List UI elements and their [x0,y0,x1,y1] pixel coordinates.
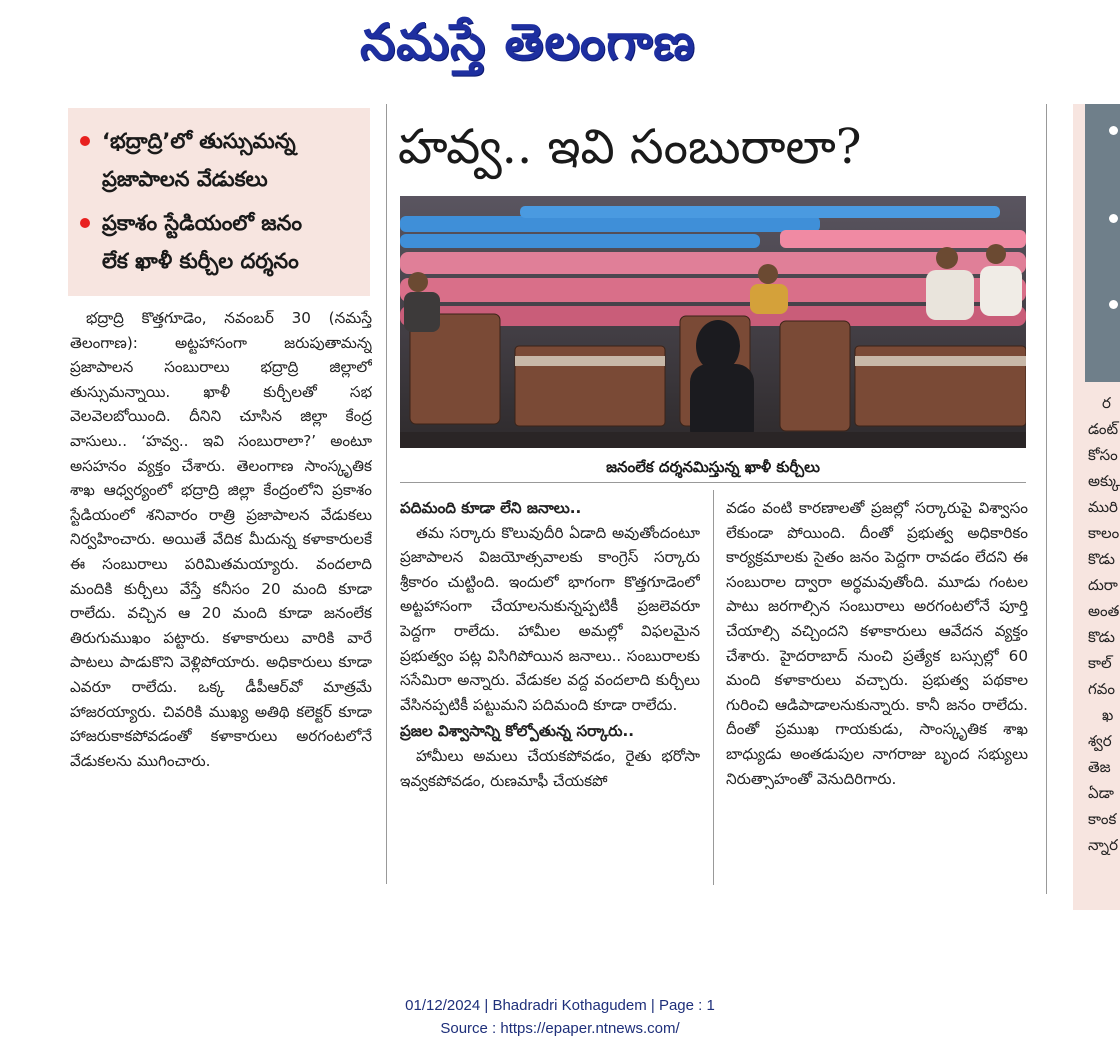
stadium-chairs-image [400,196,1026,448]
text-fragment: కాల్ [1088,654,1112,672]
text-fragment: దురా [1088,576,1118,594]
text-fragment: కొడు [1088,550,1115,568]
subheading: ప్రజల విశ్వాసాన్ని కోల్పోతున్న సర్కారు.. [400,722,635,741]
text-fragment: డంట్ [1088,420,1119,438]
text-fragment: ఏడా [1088,784,1114,802]
highlight-line: ‘భద్రాద్రి’లో తుస్సుమన్న [102,129,296,153]
article-column-1 [70,306,372,886]
article-body: భద్రాద్రి కొత్తగూడెం, నవంబర్ 30 (నమస్తే తెలంగాణ): అట్టహాసంగా జరుపుతామన్న ప్రజాపాలన సంబురాలు భద్రాద్రి జిల్లాలో తుస్సుమన్నాయి. ఖాళీ కుర్చీలతో సభ వెలవెలబోయింది. దీనిని చూసిన జిల్లా కేంద్ర వాసులు.. ‘హవ్వ.. ఇవి సంబురాలా?’ అంటూ అసహనం వ్యక్తం చేశారు. తెలంగాణ సాంస్కృతిక శాఖ ఆధ్వర్యంలో భద్రాద్రి జిల్లా కేంద్రంలోని ప్రకాశం స్టేడియంలో శనివారం రాత్రి ప్రజాపాలన వేడుకలు నిర్వహించారు. అయితే వేదిక మీదున్న కళాకారులకే ఈ సంబురాలు పరిమితమయ్యారు. వందలాది మందికి కుర్చీలు వేస్తే కనీసం 20 మంది కూడా రాలేదు. వచ్చిన ఆ 20 మంది కూడా జనంలేక తిరుగుముఖం పట్టారు. కళాకారులు వారికి వారే పాటలు పాడుకొని వెళ్లిపోయారు. అధికారులు కూడా ఎవరూ రాలేదు. ఒక్క డీపీఆర్‌వో మాత్రమే హాజరయ్యారు. చివరికి ముఖ్య అతిథి కలెక్టర్ కూడా హాజరుకాకపోవడంతో కళాకారులు అరగంటలోనే వేడుకలను ముగించారు. [70,309,372,770]
article-body: హామీలు అమలు చేయకపోవడం, రైతు భరోసా ఇవ్వకపోవడం, రుణమాఫీ చేయకపో [400,746,700,790]
highlight-line: ప్రకాశం స్టేడియంలో జనం [102,211,303,235]
highlight-item [80,204,367,280]
text-fragment: కొడు [1088,628,1115,646]
text-fragment: ఖ [1102,706,1114,724]
subheading: పదిమంది కూడా లేని జనాలు.. [400,499,582,517]
adjacent-article-text [1088,390,1120,858]
article-body: వడం వంటి కారణాలతో ప్రజల్లో సర్కారుపై విశ్వాసం లేకుండా పోయింది. దీంతో ప్రభుత్వ అధికారికం కార్యక్రమాలకు సైతం జనం పెద్దగా రావడం లేదని ఈ సంబురాల ద్వారా అర్థమవుతోంది. మూడు గంటల పాటు జరగాల్సిన సంబురాలు అరగంటలోనే పూర్తి చేయాల్సి వచ్చిందని కళాకారులు ఆవేదన వ్యక్తం చేశారు. హైదరాబాద్ నుంచి ప్రత్యేక బస్సుల్లో 60 మంది కళాకారులు వచ్చారు. ప్రభుత్వ పథకాల గురించి ఆడిపాడాలనుకున్నారు. కానీ జనం రాలేదు. దీంతో ప్రముఖ గాయకుడు, సాంస్కృతిక శాఖ బాధ్యుడు అంతడుపుల నాగరాజు బృంద సభ్యులు నిరుత్సాహంతో వెనుదిరిగారు. [726,499,1028,788]
masthead: నమస్తే తెలంగాణ [360,13,696,71]
text-fragment: కాలం [1088,524,1120,542]
footer-source-line: Source : https://epaper.ntnews.com/ [440,1020,680,1037]
bullet-icon [80,136,90,146]
text-fragment: అంత [1088,602,1120,620]
text-fragment: తెజ [1088,758,1111,776]
column-divider [1046,104,1047,894]
highlights-box [68,108,370,296]
article-column-3 [726,496,1028,886]
bullet-icon [1109,214,1118,223]
bullet-icon [80,218,90,228]
text-fragment: గవం [1088,680,1116,698]
footer-date-line: 01/12/2024 | Bhadradri Kothagudem | Page : 1 [405,997,715,1014]
column-divider [713,490,714,885]
bullet-icon [1109,126,1118,135]
text-fragment: కాంక [1088,810,1117,828]
text-fragment: మురి [1088,498,1118,516]
news-photo [400,196,1026,448]
highlight-line: లేక ఖాళీ కుర్చీల దర్శనం [102,249,299,273]
text-fragment: న్నార [1088,836,1118,854]
highlight-item [80,122,367,198]
article-body: తమ సర్కారు కొలువుదీరి ఏడాది అవుతోందంటూ ప్రజాపాలన విజయోత్సవాలకు కాంగ్రెస్ సర్కారు శ్రీకారం చుట్టింది. ఇందులో భాగంగా కొత్తగూడెంలో అట్టహాసంగా చేయాలనుకున్నప్పటికీ ప్రజలెవరూ పెద్దగా రాలేదు. హామీల అమల్లో విఫలమైన ప్రభుత్వం పట్ల విసిగిపోయిన జనాలు.. సంబురాలకు ససేమిరా అన్నారు. వేడుకల వద్ద వందలాది కుర్చీలు వేసినప్పటికీ పట్టుమని పదిమంది కూడా రాలేదు. [400,523,700,714]
adjacent-highlight-panel [1085,104,1120,382]
text-fragment: శ్వర [1088,732,1112,750]
text-fragment: కోసం [1088,446,1118,464]
text-fragment: ర [1102,394,1111,412]
headline: హవ్వ.. ఇవి సంబురాలా? [398,119,862,175]
bullet-icon [1109,300,1118,309]
article-column-2 [400,496,700,886]
photo-caption: జనంలేక దర్శనమిస్తున్న ఖాళీ కుర్చీలు [400,452,1026,483]
column-divider [386,104,387,884]
text-fragment: అక్కు [1088,472,1120,490]
highlight-line: ప్రజాపాలన వేడుకలు [102,167,268,191]
